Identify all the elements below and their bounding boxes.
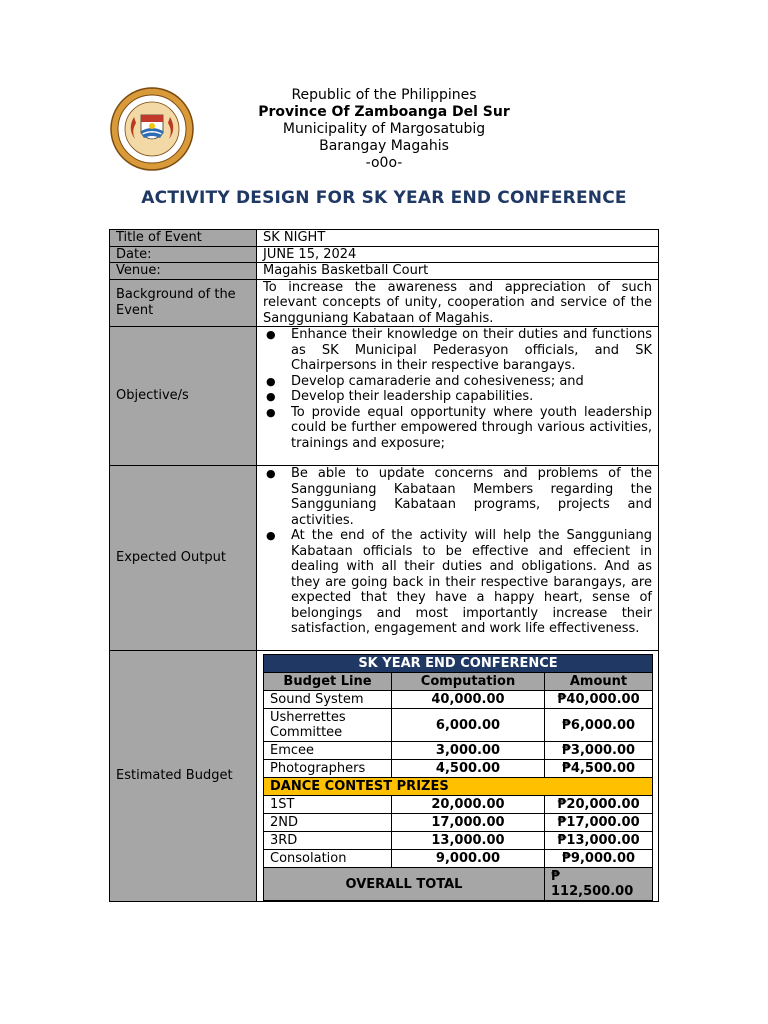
prize-item: 3RD <box>264 832 392 850</box>
total-row <box>264 868 653 901</box>
budget-row <box>264 691 653 709</box>
budget-table <box>263 654 653 901</box>
barangay-line: Barangay Magahis <box>319 138 449 154</box>
label-date: Date: <box>110 246 257 263</box>
label-expected-output: Expected Output <box>110 466 257 651</box>
prize-item: Consolation <box>264 850 392 868</box>
prize-amount: ₱9,000.00 <box>545 850 653 868</box>
row-estimated-budget <box>110 651 659 902</box>
budget-item: Usherrettes Committee <box>264 709 392 742</box>
budget-header-line: Budget Line <box>264 673 392 691</box>
prize-amount: ₱17,000.00 <box>545 814 653 832</box>
prize-computation: 20,000.00 <box>392 796 545 814</box>
prize-computation: 17,000.00 <box>392 814 545 832</box>
expected-output-item: ● At the end of the activity will help the Sangguniang Kabataan officials to be effective and effecient in dealing with all their duties and obligations. And as they are going back in their respective barangays, are expected that they have a happy heart, sense of belongings and most importantly increase their satisfaction, engagement and work life effectiveness. <box>263 528 652 637</box>
label-venue: Venue: <box>110 263 257 280</box>
label-estimated-budget: Estimated Budget <box>110 651 257 902</box>
prize-item: 1ST <box>264 796 392 814</box>
row-expected-output <box>110 466 659 651</box>
value-expected-output <box>257 466 659 651</box>
budget-computation: 6,000.00 <box>392 709 545 742</box>
separator-line: -o0o- <box>365 155 403 171</box>
budget-computation: 3,000.00 <box>392 742 545 760</box>
expected-output-item: ● Be able to update concerns and problems of the Sangguniang Kabataan Members regarding the Sangguniang Kabataan programs, projects and activities. <box>263 466 652 528</box>
prize-item: 2ND <box>264 814 392 832</box>
row-title-of-event <box>110 230 659 247</box>
budget-item: Sound System <box>264 691 392 709</box>
prize-row <box>264 814 653 832</box>
row-background <box>110 279 659 327</box>
row-date <box>110 246 659 263</box>
document-title: ACTIVITY DESIGN FOR SK YEAR END CONFERENCE <box>141 188 627 208</box>
overall-total-label: OVERALL TOTAL <box>264 868 545 901</box>
budget-header-computation: Computation <box>392 673 545 691</box>
budget-row <box>264 760 653 778</box>
value-objectives <box>257 327 659 466</box>
prize-amount: ₱13,000.00 <box>545 832 653 850</box>
budget-row <box>264 709 653 742</box>
budget-row <box>264 742 653 760</box>
row-objectives <box>110 327 659 466</box>
prize-computation: 13,000.00 <box>392 832 545 850</box>
value-estimated-budget <box>257 651 659 902</box>
prize-row <box>264 832 653 850</box>
budget-item: Emcee <box>264 742 392 760</box>
value-date: JUNE 15, 2024 <box>257 246 659 263</box>
activity-design-table <box>109 229 659 902</box>
value-title-of-event: SK NIGHT <box>257 230 659 247</box>
republic-line: Republic of the Philippines <box>291 87 477 103</box>
budget-amount: ₱3,000.00 <box>545 742 653 760</box>
prize-amount: ₱20,000.00 <box>545 796 653 814</box>
budget-amount: ₱6,000.00 <box>545 709 653 742</box>
budget-computation: 4,500.00 <box>392 760 545 778</box>
prize-row <box>264 796 653 814</box>
prize-row <box>264 850 653 868</box>
budget-computation: 40,000.00 <box>392 691 545 709</box>
value-venue: Magahis Basketball Court <box>257 263 659 280</box>
objective-item: ● Develop camaraderie and cohesiveness; and <box>263 374 652 390</box>
objectives-list <box>263 327 652 451</box>
document-header <box>0 87 768 172</box>
municipality-line: Municipality of Margosatubig <box>282 121 486 137</box>
overall-total-amount: ₱ 112,500.00 <box>545 868 653 901</box>
row-venue <box>110 263 659 280</box>
budget-header-amount: Amount <box>545 673 653 691</box>
budget-item: Photographers <box>264 760 392 778</box>
budget-amount: ₱40,000.00 <box>545 691 653 709</box>
label-objectives: Objective/s <box>110 327 257 466</box>
budget-amount: ₱4,500.00 <box>545 760 653 778</box>
label-background: Background of the Event <box>110 279 257 327</box>
objective-item: ● Develop their leadership capabilities. <box>263 389 652 405</box>
dance-contest-section-header: DANCE CONTEST PRIZES <box>264 778 653 796</box>
province-line: Province Of Zamboanga Del Sur <box>258 104 510 120</box>
objective-item: ● Enhance their knowledge on their duties and functions as SK Municipal Pederasyon officials, and SK Chairpersons in their respective barangays. <box>263 327 652 374</box>
expected-output-list <box>263 466 652 637</box>
label-title-of-event: Title of Event <box>110 230 257 247</box>
objective-item: ● To provide equal opportunity where youth leadership could be further empowered through various activities, trainings and exposure; <box>263 405 652 452</box>
budget-table-title: SK YEAR END CONFERENCE <box>264 655 653 673</box>
prize-computation: 9,000.00 <box>392 850 545 868</box>
value-background: To increase the awareness and appreciation of such relevant concepts of unity, cooperation and service of the Sangguniang Kabataan of Magahis. <box>257 279 659 327</box>
